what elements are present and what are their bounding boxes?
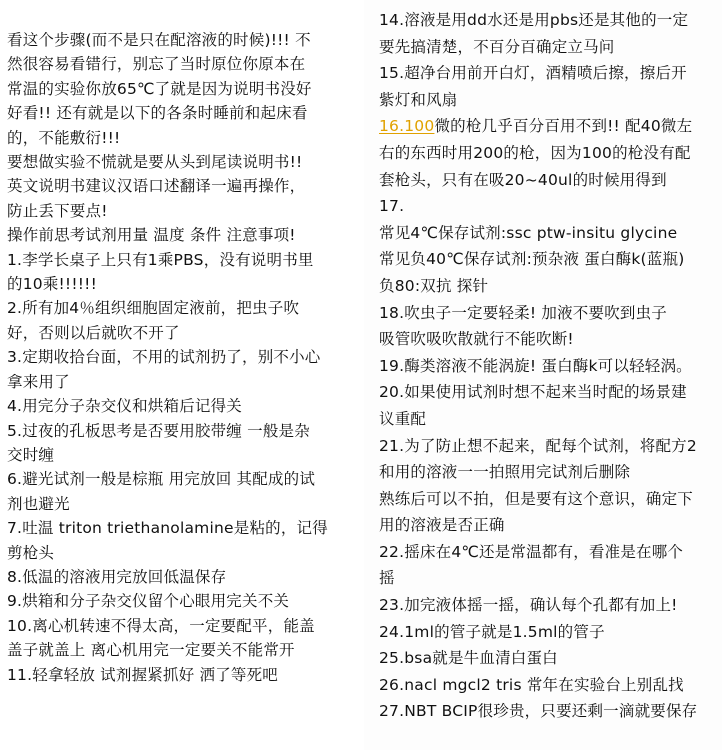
note-line: 9.烘箱和分子杂交仪留个心眼用完关不关: [7, 592, 290, 611]
note-line: 剂也避光: [7, 494, 70, 513]
note-line: 10.离心机转速不得太高，一定要配平，能盖: [7, 616, 315, 635]
note-line: 6.避光试剂一般是棕瓶 用完放回 其配成的试: [7, 470, 316, 489]
note-line: 24.1ml的管子就是1.5ml的管子: [379, 622, 605, 641]
note-line: 5.过夜的孔板思考是否要用胶带缠 一般是杂: [7, 421, 310, 440]
note-line: 18.吹虫子一定要轻柔! 加液不要吹到虫子: [379, 303, 667, 322]
right-text-column: [364, 0, 722, 750]
note-line: 7.吐温 triton triethanolamine是粘的，记得: [7, 519, 328, 538]
note-line: 防止丢下要点!: [7, 201, 108, 220]
note-line: 常温的实验你放65℃了就是因为说明书没好: [7, 79, 312, 98]
note-line: [379, 113, 722, 140]
note-line: 盖子就盖上 离心机用完一定要关不能常开: [7, 641, 295, 660]
note-line: 22.摇床在4℃还是常温都有，看准是在哪个: [379, 542, 684, 561]
note-line: 19.酶类溶液不能涡旋! 蛋白酶k可以轻轻涡。: [379, 356, 692, 375]
note-line: 剪枪头: [7, 543, 55, 562]
note-line: 15.超净台用前开白灯，酒精喷后擦，擦后开: [379, 64, 687, 83]
note-line: 25.bsa就是牛血清白蛋白: [379, 649, 558, 668]
note-line: 20.如果使用试剂时想不起来当时配的场景建: [379, 383, 687, 402]
left-text-column: [0, 0, 358, 750]
note-line: 紫灯和风扇: [379, 90, 458, 109]
note-line: 和用的溶液一一拍照用完试剂后删除: [379, 463, 631, 482]
note-line: 摇: [379, 569, 395, 588]
note-line: 的10乘!!!!!!: [7, 275, 98, 294]
note-line: 的，不能敷衍!!!: [7, 128, 121, 147]
note-line: 要想做实验不慌就是要从头到尾读说明书!!: [7, 153, 303, 172]
note-line: 4.用完分子杂交仪和烘箱后记得关: [7, 397, 242, 416]
note-line: 英文说明书建议汉语口述翻译一遍再操作，: [7, 177, 306, 196]
note-line: 21.为了防止想不起来，配每个试剂，将配方2: [379, 436, 697, 455]
note-16-text: 微的枪几乎百分百用不到!! 配40微左: [434, 117, 693, 136]
note-line: 8.低温的溶液用完放回低温保存: [7, 567, 227, 586]
note-line: 14.溶液是用dd水还是用pbs还是其他的一定: [379, 11, 689, 29]
note-line: 套枪头，只有在吸20~40ul的时候用得到: [379, 170, 667, 189]
note-line: 好，否则以后就吹不开了: [7, 323, 180, 342]
note-line: 要先搞清楚，不百分百确定立马问: [379, 37, 615, 56]
note-line: 23.加完液体摇一摇，确认每个孔都有加上!: [379, 596, 678, 615]
note-16-link[interactable]: 16.100: [379, 117, 435, 136]
note-line: 然很容易看错行，别忘了当时原位你原本在: [7, 55, 306, 74]
note-line: 3.定期收拾台面，不用的试剂扔了，别不小心: [7, 348, 321, 367]
note-line: 26.nacl mgcl2 tris 常年在实验台上别乱找: [379, 675, 684, 694]
note-line: 负80:双抗 探针: [379, 276, 489, 295]
note-line: 常见4℃保存试剂:ssc ptw-insitu glycine: [379, 223, 678, 242]
note-line: 吸管吹吸吹散就行不能吹断!: [379, 330, 574, 349]
note-line: 看这个步骤(而不是只在配溶液的时候)!!! 不: [7, 31, 311, 49]
note-line: 好看!! 还有就是以下的各条时睡前和起床看: [7, 104, 308, 123]
note-line: 熟练后可以不拍，但是要有这个意识，确定下: [379, 489, 694, 508]
note-line: 右的东西时用200的枪，因为100的枪没有配: [379, 143, 691, 162]
note-line: 交时缠: [7, 445, 55, 464]
note-line: 拿来用了: [7, 372, 70, 391]
note-line: 议重配: [379, 409, 427, 428]
note-line: 17.: [379, 197, 405, 216]
note-line: 操作前思考试剂用量 温度 条件 注意事项!: [7, 226, 296, 245]
note-line: 1.李学长桌子上只有1乘PBS，没有说明书里: [7, 250, 314, 269]
note-line: 用的溶液是否正确: [379, 516, 505, 535]
note-line: 2.所有加4％组织细胞固定液前，把虫子吹: [7, 299, 300, 318]
note-line: 常见负40℃保存试剂:预杂液 蛋白酶k(蓝瓶): [379, 250, 685, 269]
note-line: 11.轻拿轻放 试剂握紧抓好 洒了等死吧: [7, 665, 279, 684]
note-line: 27.NBT BCIP很珍贵，只要还剩一滴就要保存: [379, 702, 698, 721]
